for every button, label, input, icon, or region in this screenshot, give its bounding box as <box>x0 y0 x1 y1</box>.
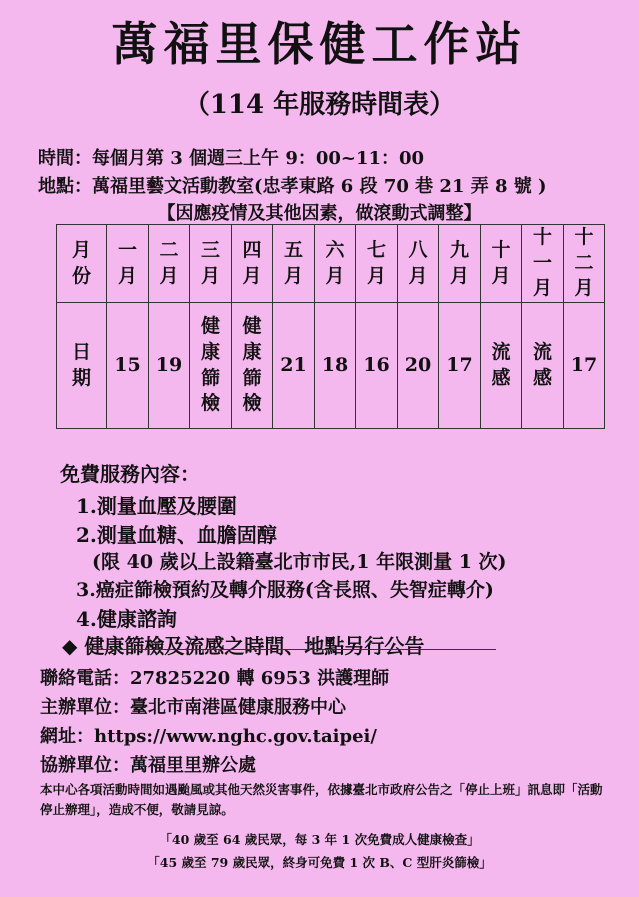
disclaimer: 本中心各項活動時間如遇颱風或其他天然災害事件，依據臺北市政府公告之「停止上班」訊息即「活動停止辦理」，造成不便，敬請見諒。 <box>40 782 603 817</box>
date-cell: 流感 <box>522 303 564 429</box>
time-info: 時間：每個月第 3 個週三上午 9：00~11：00 <box>38 148 425 169</box>
month-cell: 一月 <box>107 225 149 303</box>
service-item: 1.測量血壓及腰圍 <box>76 494 237 518</box>
website: 網址：https://www.nghc.gov.taipei/ <box>40 726 377 747</box>
service-item: 4.健康諮詢 <box>76 607 177 631</box>
month-cell: 九月 <box>439 225 481 303</box>
month-cell: 四月 <box>232 225 273 303</box>
page-subtitle: （114 年服務時間表） <box>183 90 456 120</box>
date-cell: 15 <box>107 303 149 429</box>
services-heading: 免費服務內容： <box>60 462 200 486</box>
service-item: 3.癌症篩檢預約及轉介服務(含長照、失智症轉介) <box>76 579 494 601</box>
month-cell: 十二月 <box>564 225 605 303</box>
organizer: 主辦單位：臺北市南港區健康服務中心 <box>40 697 346 718</box>
month-row <box>57 225 605 303</box>
contact-phone: 聯絡電話：27825220 轉 6953 洪護理師 <box>40 668 390 689</box>
date-cell: 16 <box>356 303 398 429</box>
date-cell: 17 <box>439 303 481 429</box>
month-cell: 十月 <box>481 225 522 303</box>
month-cell: 二月 <box>149 225 190 303</box>
month-cell: 八月 <box>398 225 439 303</box>
date-cell: 健康篩檢 <box>190 303 232 429</box>
footnote-health-check: 「40 歲至 64 歲民眾，每 3 年 1 次免費成人健康檢查」 <box>159 832 480 847</box>
announcement-underline <box>88 649 496 650</box>
schedule-table <box>56 224 605 429</box>
announcement: ◆ 健康篩檢及流感之時間、地點另行公告 <box>62 634 425 658</box>
date-cell: 20 <box>398 303 439 429</box>
month-cell: 六月 <box>315 225 356 303</box>
month-cell: 五月 <box>273 225 315 303</box>
month-cell: 七月 <box>356 225 398 303</box>
date-cell: 健康篩檢 <box>232 303 273 429</box>
service-item: 2.測量血糖、血膽固醇 <box>76 523 277 547</box>
location-info: 地點：萬福里藝文活動教室(忠孝東路 6 段 70 巷 21 弄 8 號 ) <box>38 176 547 197</box>
month-header-cell: 月份 <box>57 225 107 303</box>
service-item-note: (限 40 歲以上設籍臺北市市民,1 年限測量 1 次) <box>92 551 507 573</box>
month-cell: 三月 <box>190 225 232 303</box>
footnote-hepatitis: 「45 歲至 79 歲民眾，終身可免費 1 次 B、C 型肝炎篩檢」 <box>147 855 492 870</box>
date-cell: 21 <box>273 303 315 429</box>
date-cell: 19 <box>149 303 190 429</box>
date-row <box>57 303 605 429</box>
date-cell: 17 <box>564 303 605 429</box>
adjustment-notice: 【因應疫情及其他因素，做滾動式調整】 <box>157 203 482 224</box>
page-title: 萬福里保健工作站 <box>111 17 528 71</box>
date-cell: 流感 <box>481 303 522 429</box>
month-cell: 十一月 <box>522 225 564 303</box>
date-cell: 18 <box>315 303 356 429</box>
co-organizer: 協辦單位：萬福里里辦公處 <box>40 755 256 776</box>
date-header-cell: 日期 <box>57 303 107 429</box>
